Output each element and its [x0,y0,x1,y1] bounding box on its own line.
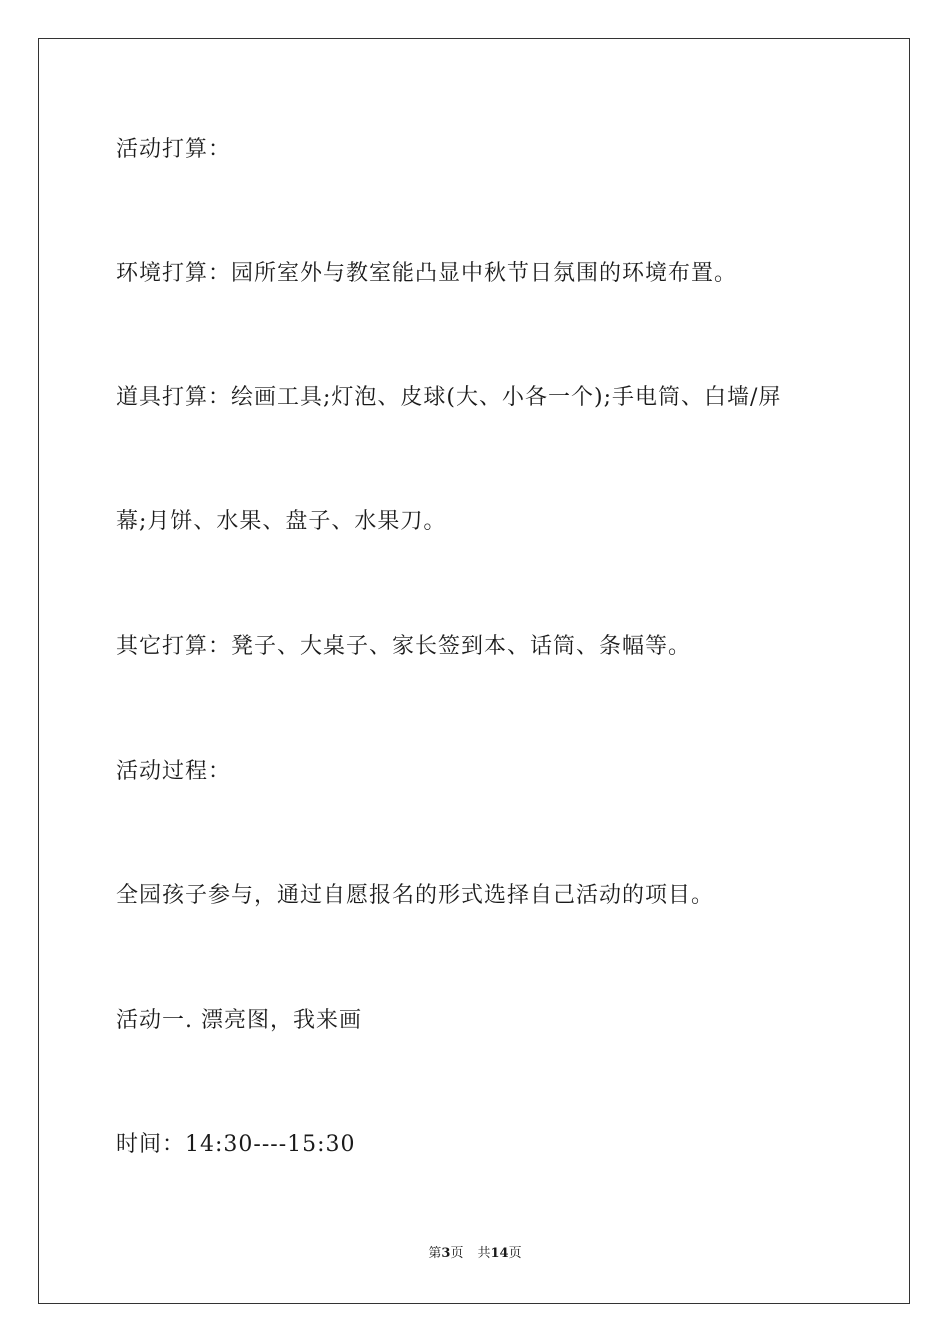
text-line-activity-prep: 活动打算： [116,137,232,162]
footer-total-prefix: 共 [477,1246,491,1261]
text-line-props-prep: 道具打算：绘画工具;灯泡、皮球(大、小各一个);手电筒、白墙/屏 [116,385,782,410]
text-line-props-prep-cont: 幕;月饼、水果、盘子、水果刀。 [116,509,447,534]
text-line-activity-one: 活动一. 漂亮图，我来画 [116,1008,362,1033]
footer-total-suffix: 页 [508,1246,522,1261]
text-line-time: 时间：14:30----15:30 [116,1132,356,1157]
footer-page-prefix: 第 [428,1246,442,1261]
footer-total-pages: 14 [490,1246,509,1261]
text-line-activity-process: 活动过程： [116,759,232,784]
text-line-other-prep: 其它打算：凳子、大桌子、家长签到本、话筒、条幅等。 [116,634,692,659]
footer-page-suffix: 页 [450,1246,464,1261]
text-line-environment-prep: 环境打算：园所室外与教室能凸显中秋节日氛围的环境布置。 [116,261,738,286]
page-frame [38,38,910,1304]
page-footer [0,1245,950,1263]
text-line-participation: 全园孩子参与，通过自愿报名的形式选择自己活动的项目。 [116,883,715,908]
footer-page-number: 3 [441,1246,451,1261]
